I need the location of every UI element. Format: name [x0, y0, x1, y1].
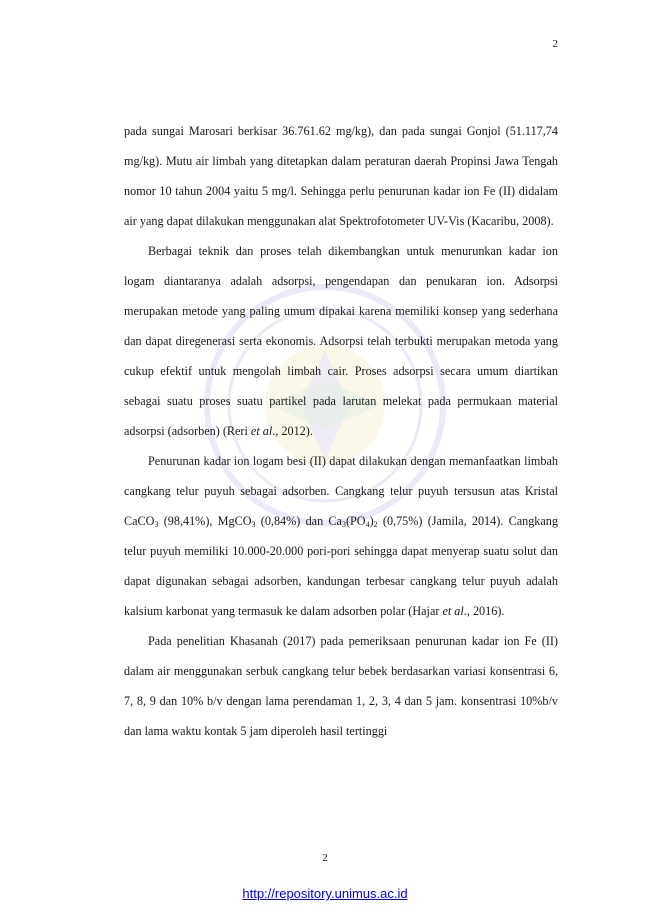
- text-run: ., 2012).: [272, 424, 313, 438]
- body-paragraph: [124, 116, 558, 236]
- text-run: Berbagai teknik dan proses telah dikembangkan untuk menurunkan kadar ion logam diantaranya adalah adsorpsi, pengendapan dan penukaran ion. Adsorpsi merupakan metode yang paling umum dipakai karena memiliki konsep yang sederhana dan dapat diregenerasi serta ekonomis. Adsorpsi telah terbukti merupakan metoda yang cukup efektif untuk mengolah limbah cair. Proses adsorpsi secara umum diartikan sebagai suatu proses suatu partikel pada larutan melekat pada permukaan material adsorpsi (adsorben) (Reri: [124, 244, 558, 438]
- footer-page-number: 2: [322, 852, 328, 864]
- body-paragraph: [124, 446, 558, 626]
- subscript: 4: [365, 520, 370, 529]
- italic-text: et al: [442, 604, 464, 618]
- header-page-number: 2: [552, 38, 558, 50]
- text-run: (PO: [345, 514, 366, 528]
- subscript: 3: [251, 520, 256, 529]
- subscript: 3: [341, 520, 346, 529]
- body-paragraph: [124, 236, 558, 446]
- repository-link[interactable]: http://repository.unimus.ac.id: [242, 886, 408, 901]
- text-run: ., 2016).: [463, 604, 505, 618]
- italic-text: et al: [250, 424, 273, 438]
- text-run: ): [369, 514, 374, 528]
- subscript: 2: [373, 520, 378, 529]
- text-run: pada sungai Marosari berkisar 36.761.62 mg/kg), dan pada sungai Gonjol (51.117,74 mg/kg). Mutu air limbah yang ditetapkan dalam peraturan daerah Propinsi Jawa Tengah nomor 10 tahun 2004 yaitu 5 mg/l. Sehingga perlu penurunan kadar ion Fe (II) didalam air yang dapat dilakukan menggunakan alat Spektrofotometer UV-Vis (Kacaribu, 2008).: [124, 124, 558, 228]
- document-body: [124, 116, 558, 746]
- body-paragraph: [124, 626, 558, 746]
- subscript: 3: [154, 520, 159, 529]
- text-run: (98,41%), MgCO: [158, 514, 252, 528]
- text-run: Pada penelitian Khasanah (2017) pada pemeriksaan penurunan kadar ion Fe (II) dalam air menggunakan serbuk cangkang telur bebek berdasarkan variasi konsentrasi 6, 7, 8, 9 dan 10% b/v dengan lama perendaman 1, 2, 3, 4 dan 5 jam. konsentrasi 10%b/v dan lama waktu kontak 5 jam diperoleh hasil tertinggi: [124, 634, 558, 738]
- text-run: Penurunan kadar ion logam besi (II) dapat dilakukan dengan memanfaatkan limbah cangkang telur puyuh sebagai adsorben. Cangkang telur puyuh tersusun atas Kristal CaCO: [124, 454, 558, 528]
- text-run: (0,84%) dan Ca: [255, 514, 342, 528]
- text-run: (0,75%) (Jamila, 2014). Cangkang telur puyuh memiliki 10.000-20.000 pori-pori sehingga dapat menyerap suatu solut dan dapat digunakan sebagai adsorben, kandungan terbesar cangkang telur puyuh adalah kalsium karbonat yang termasuk ke dalam adsorben polar (Hajar: [124, 514, 558, 618]
